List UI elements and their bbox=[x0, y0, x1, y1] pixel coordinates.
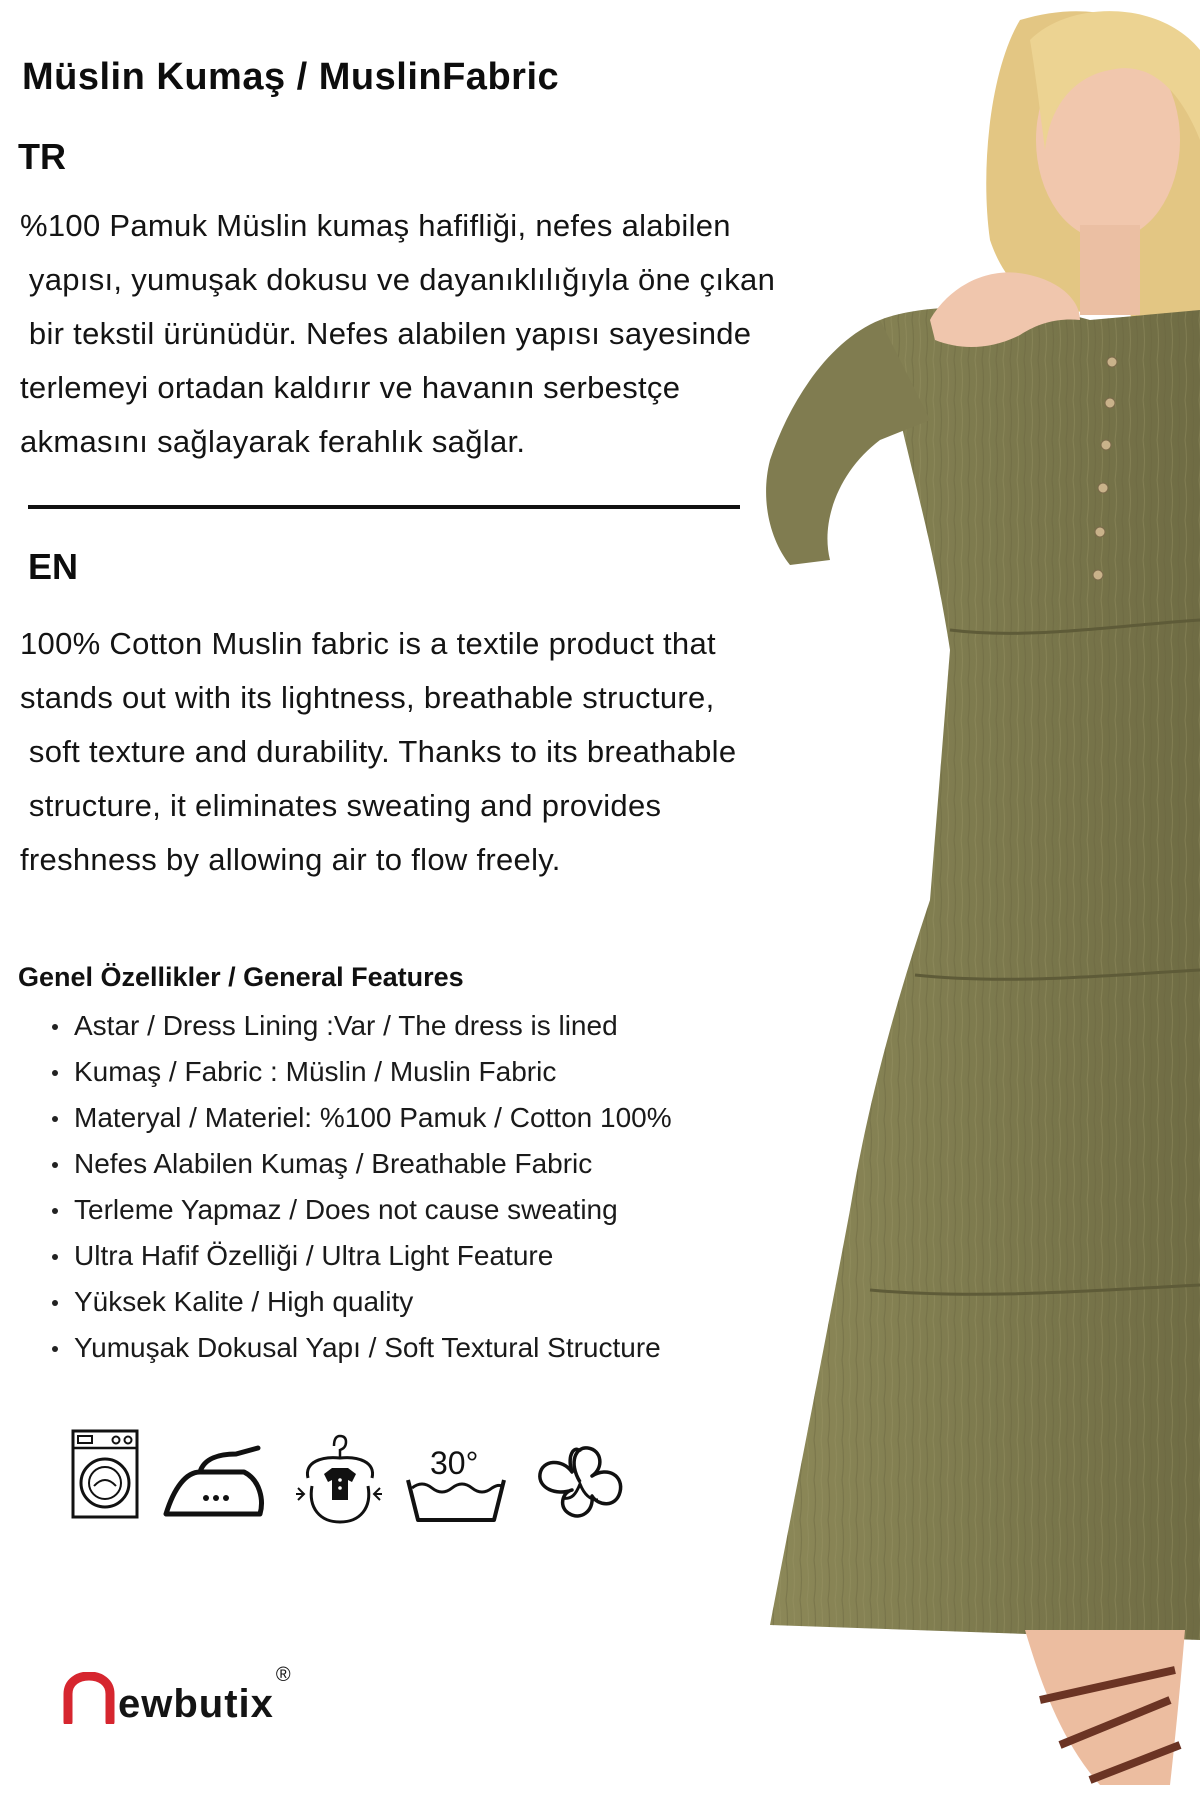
feature-item: Yumuşak Dokusal Yapı / Soft Textural Structure bbox=[30, 1325, 672, 1371]
page-title: Müslin Kumaş / MuslinFabric bbox=[22, 56, 560, 98]
feature-item: Kumaş / Fabric : Müslin / Muslin Fabric bbox=[30, 1049, 672, 1095]
feature-item: Materyal / Materiel: %100 Pamuk / Cotton 100% bbox=[30, 1095, 672, 1141]
en-label: EN bbox=[28, 546, 79, 587]
tr-description-line: %100 Pamuk Müslin kumaş hafifliği, nefes alabilen bbox=[20, 208, 731, 243]
wash-30-icon bbox=[404, 1440, 508, 1524]
tr-label: TR bbox=[18, 136, 66, 177]
tr-description-line: terlemeyi ortadan kaldırır ve havanın serbestçe bbox=[20, 370, 681, 405]
wash-temperature-label: 30° bbox=[430, 1445, 479, 1481]
brand-wordmark: ewbutix bbox=[118, 1682, 274, 1726]
iron-icon bbox=[160, 1440, 266, 1522]
tr-description-line: bir tekstil ürünüdür. Nefes alabilen yapısı sayesinde bbox=[20, 316, 752, 351]
registered-mark: ® bbox=[275, 1664, 291, 1686]
feature-item: Terleme Yapmaz / Does not cause sweating bbox=[30, 1187, 672, 1233]
feature-item: Astar / Dress Lining :Var / The dress is lined bbox=[30, 1003, 672, 1049]
feature-item: Ultra Hafif Özelliği / Ultra Light Feature bbox=[30, 1233, 672, 1279]
section-divider bbox=[28, 505, 740, 509]
en-description-line: structure, it eliminates sweating and provides bbox=[20, 788, 662, 823]
cotton-icon bbox=[532, 1440, 628, 1524]
tr-description-line: yapısı, yumuşak dokusu ve dayanıklılığıyla öne çıkan bbox=[20, 262, 776, 297]
en-description-line: stands out with its lightness, breathable structure, bbox=[20, 680, 715, 715]
hang-dry-icon bbox=[294, 1432, 384, 1526]
brand-logo bbox=[62, 1664, 291, 1726]
feature-item: Yüksek Kalite / High quality bbox=[30, 1279, 672, 1325]
en-description-line: freshness by allowing air to flow freely. bbox=[20, 842, 561, 877]
en-description-line: 100% Cotton Muslin fabric is a textile product that bbox=[20, 626, 716, 661]
brand-n-mark-icon bbox=[62, 1672, 116, 1724]
washing-machine-icon bbox=[70, 1428, 140, 1520]
features-list bbox=[30, 1003, 672, 1371]
feature-item: Nefes Alabilen Kumaş / Breathable Fabric bbox=[30, 1141, 672, 1187]
features-title: Genel Özellikler / General Features bbox=[18, 962, 464, 992]
tr-description-line: akmasını sağlayarak ferahlık sağlar. bbox=[20, 424, 526, 459]
en-description-line: soft texture and durability. Thanks to its breathable bbox=[20, 734, 737, 769]
